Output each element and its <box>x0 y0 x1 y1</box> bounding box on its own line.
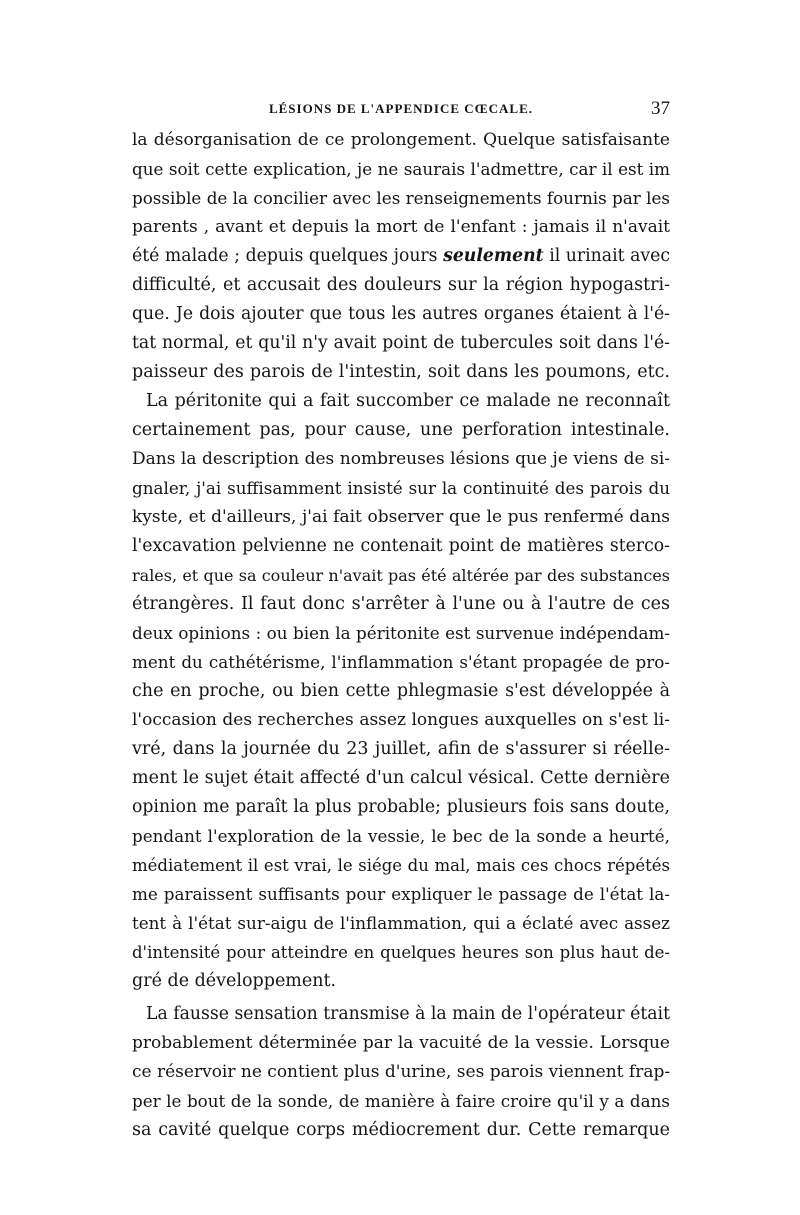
text-line: vré, dans la journée du 23 juillet, afin de s'assurer si réelle- <box>132 739 670 759</box>
text-line: difficulté, et accusait des douleurs sur la région hypogastri- <box>132 275 670 295</box>
text-line: kyste, et d'ailleurs, j'ai fait observer que le pus renfermé dans <box>132 507 670 527</box>
text-line: que soit cette explication, je ne saurais l'admettre, car il est im <box>132 159 670 179</box>
text-line <box>132 242 670 271</box>
body-text <box>132 126 670 1145</box>
text-line: l'occasion des recherches assez longues auxquelles on s'est li- <box>132 710 670 730</box>
text-line-end: il urinait avec <box>543 246 670 266</box>
text-line: pendant l'exploration de la vessie, le bec de la sonde a heurté, <box>132 826 670 846</box>
paragraph-start-line: La fausse sensation transmise à la main de l'opérateur était <box>146 1004 670 1024</box>
running-head <box>132 96 670 122</box>
text-line-start: été malade ; depuis quelques jours <box>132 246 438 266</box>
text-line: paisseur des parois de l'intestin, soit dans les poumons, etc. <box>132 362 670 382</box>
text-line: médiatement il est vrai, le siége du mal, mais ces chocs répétés <box>132 856 670 875</box>
text-line: gnaler, j'ai suffisamment insisté sur la continuité des parois du <box>132 478 670 498</box>
text-line: Dans la description des nombreuses lésions que je viens de si- <box>132 449 670 469</box>
text-line: possible de la concilier avec les renseignements fournis par les <box>132 188 670 208</box>
text-line: per le bout de la sonde, de manière à faire croire qu'il y a dans <box>132 1091 670 1111</box>
paragraph-end-line: gré de développement. <box>132 971 337 991</box>
text-line: probablement déterminée par la vacuité de la vessie. Lorsque <box>132 1033 670 1053</box>
text-line: me paraissent suffisants pour expliquer le passage de l'état la- <box>132 884 670 904</box>
text-line: rales, et que sa couleur n'avait pas été altérée par des substances <box>132 566 670 585</box>
text-line: ce réservoir ne contient plus d'urine, ses parois viennent frap- <box>132 1062 671 1082</box>
text-line: la désorganisation de ce prolongement. Quelque satisfaisante <box>132 130 670 150</box>
text-line: étrangères. Il faut donc s'arrêter à l'une ou à l'autre de ces <box>132 594 670 614</box>
text-line: opinion me paraît la plus probable; plusieurs fois sans doute, <box>132 797 670 817</box>
emphasized-word: seulement <box>443 246 544 266</box>
text-line: l'excavation pelvienne ne contenait point de matières sterco- <box>132 536 670 556</box>
text-line: ment le sujet était affecté d'un calcul vésical. Cette dernière <box>132 768 670 788</box>
text-line: certainement pas, pour cause, une perforation intestinale. <box>132 420 670 440</box>
page-number: 37 <box>651 98 670 119</box>
text-line: tat normal, et qu'il n'y avait point de tubercules soit dans l'é- <box>132 333 670 353</box>
text-line: deux opinions : ou bien la péritonite est survenue indépendam- <box>132 623 670 643</box>
text-line: d'intensité pour atteindre en quelques heures son plus haut de- <box>132 943 670 962</box>
text-line: sa cavité quelque corps médiocrement dur. Cette remarque <box>132 1120 670 1140</box>
text-line: che en proche, ou bien cette phlegmasie s'est développée à <box>132 681 670 701</box>
text-line: parents , avant et depuis la mort de l'enfant : jamais il n'avait <box>132 217 670 237</box>
running-title: LÉSIONS DE L'APPENDICE CŒCALE. <box>268 101 534 116</box>
text-line: ment du cathétérisme, l'inflammation s'étant propagée de pro- <box>132 652 670 672</box>
text-line: que. Je dois ajouter que tous les autres organes étaient à l'é- <box>132 304 670 324</box>
paragraph-start-line: La péritonite qui a fait succomber ce malade ne reconnaît <box>146 391 670 411</box>
text-line: tent à l'état sur-aigu de l'inflammation, qui a éclaté avec assez <box>132 913 670 933</box>
